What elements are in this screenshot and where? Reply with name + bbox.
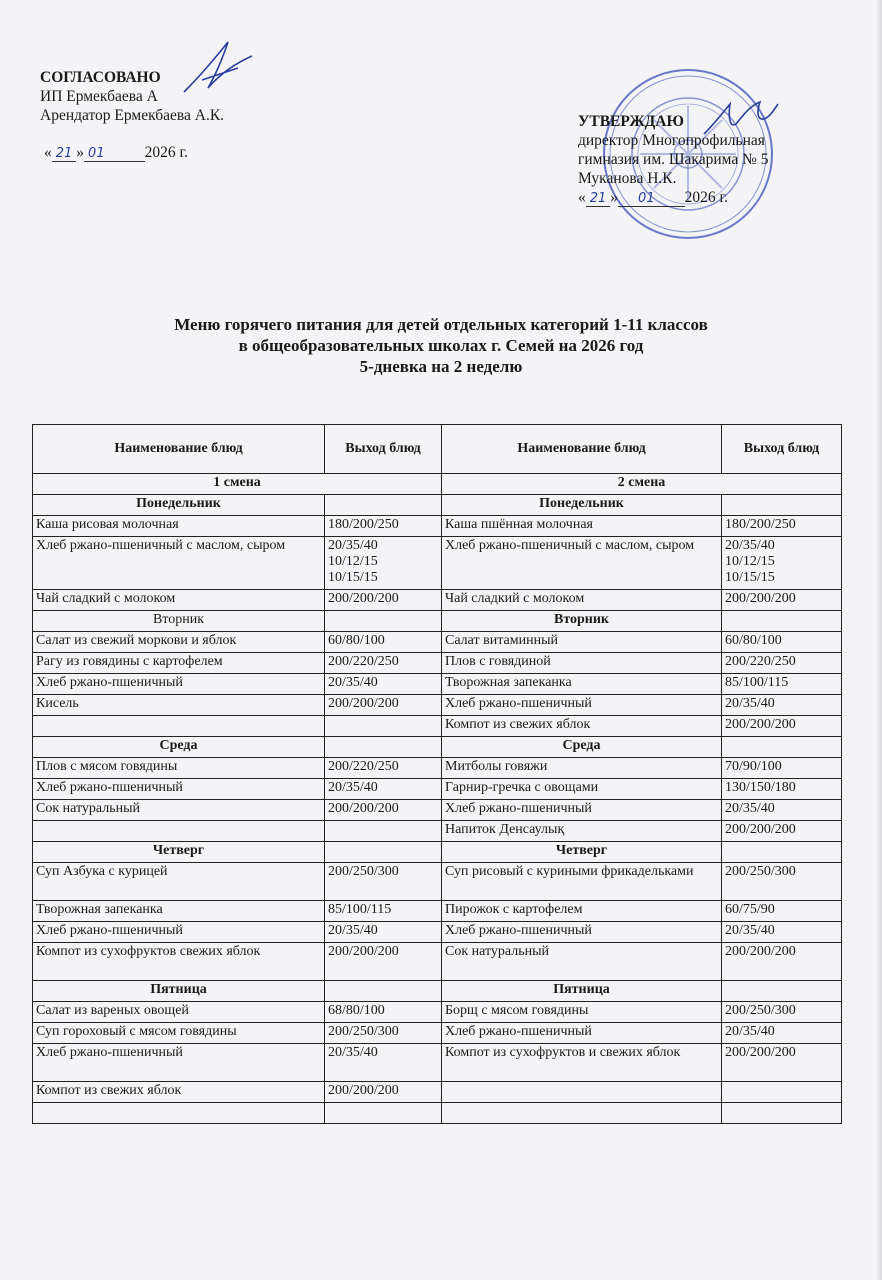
output-cell: 200/200/200 xyxy=(325,1082,442,1103)
dish-cell: Плов с мясом говядины xyxy=(33,758,325,779)
approval-right-line1: директор Многопрофильная xyxy=(578,132,765,149)
table-row xyxy=(33,779,842,800)
approval-right-block xyxy=(578,112,769,208)
dish-cell: Компот из свежих яблок xyxy=(442,716,722,737)
output-cell: 200/200/200 xyxy=(722,590,842,611)
dish-cell: Хлеб ржано-пшеничный xyxy=(442,922,722,943)
output-cell: 200/250/300 xyxy=(722,1002,842,1023)
dish-cell: Сок натуральный xyxy=(442,943,722,981)
table-row xyxy=(33,632,842,653)
output-cell: 20/35/40 xyxy=(722,922,842,943)
dish-cell: Борщ с мясом говядины xyxy=(442,1002,722,1023)
dish-cell: Чай сладкий с молоком xyxy=(442,590,722,611)
approval-right-line2: гимназия им. Шакарима № 5 xyxy=(578,151,769,168)
dish-cell: Творожная запеканка xyxy=(33,901,325,922)
day-label: Понедельник xyxy=(33,495,325,516)
output-cell xyxy=(325,821,442,842)
signature-icon xyxy=(178,38,258,100)
day-row xyxy=(33,737,842,758)
table-row xyxy=(33,1002,842,1023)
dish-cell: Хлеб ржано-пшеничный xyxy=(33,922,325,943)
day-label: Среда xyxy=(33,737,325,758)
output-cell: 20/35/40 xyxy=(325,674,442,695)
table-row xyxy=(33,922,842,943)
header-output-1: Выход блюд xyxy=(325,425,442,474)
output-cell: 60/80/100 xyxy=(722,632,842,653)
table-row xyxy=(33,516,842,537)
dish-cell xyxy=(33,1103,325,1124)
date-close-quote: » xyxy=(76,144,85,161)
header-dish-name-2: Наименование блюд xyxy=(442,425,722,474)
date-day: 21 xyxy=(52,146,77,162)
date-year: 2026 г. xyxy=(684,189,728,206)
dish-cell: Митболы говяжи xyxy=(442,758,722,779)
output-cell xyxy=(325,1103,442,1124)
dish-cell: Суп рисовый с куриными фрикадельками xyxy=(442,863,722,901)
table-row xyxy=(33,943,842,981)
day-label: Вторник xyxy=(442,611,722,632)
dish-cell xyxy=(33,716,325,737)
output-cell: 200/250/300 xyxy=(722,863,842,901)
output-cell: 20/35/40 xyxy=(325,779,442,800)
empty-cell xyxy=(722,842,842,863)
date-day: 21 xyxy=(586,191,611,207)
dish-cell: Салат из вареных овощей xyxy=(33,1002,325,1023)
day-label: Четверг xyxy=(33,842,325,863)
shift-2-label: 2 смена xyxy=(442,474,842,495)
output-cell: 60/80/100 xyxy=(325,632,442,653)
output-cell: 200/200/200 xyxy=(722,1044,842,1082)
dish-cell: Пирожок с картофелем xyxy=(442,901,722,922)
dish-cell: Хлеб ржано-пшеничный xyxy=(33,674,325,695)
dish-cell: Каша пшённая молочная xyxy=(442,516,722,537)
approval-left-date xyxy=(40,143,224,163)
dish-cell: Салат из свежий моркови и яблок xyxy=(33,632,325,653)
empty-cell xyxy=(325,495,442,516)
output-cell: 200/200/200 xyxy=(325,943,442,981)
output-cell: 200/250/300 xyxy=(325,1023,442,1044)
table-row xyxy=(33,695,842,716)
day-label: Вторник xyxy=(33,611,325,632)
table-row xyxy=(33,1023,842,1044)
day-label: Пятница xyxy=(33,981,325,1002)
dish-cell: Суп гороховый с мясом говядины xyxy=(33,1023,325,1044)
output-cell: 200/200/200 xyxy=(722,716,842,737)
output-cell: 200/220/250 xyxy=(325,653,442,674)
output-cell xyxy=(722,1082,842,1103)
dish-cell: Сок натуральный xyxy=(33,800,325,821)
dish-cell: Хлеб ржано-пшеничный xyxy=(33,779,325,800)
dish-cell: Напиток Денсаулық xyxy=(442,821,722,842)
table-row xyxy=(33,901,842,922)
day-label: Среда xyxy=(442,737,722,758)
dish-cell: Хлеб ржано-пшеничный xyxy=(442,695,722,716)
output-cell: 180/200/250 xyxy=(325,516,442,537)
output-cell: 200/200/200 xyxy=(722,943,842,981)
dish-cell xyxy=(442,1103,722,1124)
table-header-row xyxy=(33,425,842,474)
dish-cell: Салат витаминный xyxy=(442,632,722,653)
dish-cell: Кисель xyxy=(33,695,325,716)
header-output-2: Выход блюд xyxy=(722,425,842,474)
menu-table xyxy=(32,424,842,1124)
output-cell: 20/35/40 xyxy=(325,922,442,943)
date-year: 2026 г. xyxy=(144,144,188,161)
output-cell: 200/220/250 xyxy=(722,653,842,674)
approval-right-title: УТВЕРЖДАЮ xyxy=(578,113,684,130)
dish-cell: Хлеб ржано-пшеничный xyxy=(33,1044,325,1082)
empty-cell xyxy=(325,842,442,863)
empty-cell xyxy=(722,495,842,516)
table-row xyxy=(33,590,842,611)
approval-right-line3: Муканова Н.К. xyxy=(578,170,677,187)
output-cell: 20/35/40 10/12/15 10/15/15 xyxy=(325,537,442,590)
table-row xyxy=(33,1103,842,1124)
day-row xyxy=(33,842,842,863)
dish-cell xyxy=(442,1082,722,1103)
day-label: Понедельник xyxy=(442,495,722,516)
date-open-quote: « xyxy=(44,144,52,161)
date-close-quote: » xyxy=(610,189,619,206)
day-row xyxy=(33,981,842,1002)
dish-cell: Хлеб ржано-пшеничный xyxy=(442,800,722,821)
empty-cell xyxy=(722,611,842,632)
day-label: Четверг xyxy=(442,842,722,863)
empty-cell xyxy=(325,981,442,1002)
shift-row xyxy=(33,474,842,495)
table-row xyxy=(33,758,842,779)
table-row xyxy=(33,716,842,737)
output-cell: 200/220/250 xyxy=(325,758,442,779)
dish-cell: Компот из свежих яблок xyxy=(33,1082,325,1103)
dish-cell: Плов с говядиной xyxy=(442,653,722,674)
output-cell: 20/35/40 xyxy=(722,800,842,821)
dish-cell: Каша рисовая молочная xyxy=(33,516,325,537)
output-cell: 20/35/40 xyxy=(722,1023,842,1044)
dish-cell: Хлеб ржано-пшеничный с маслом, сыром xyxy=(33,537,325,590)
date-open-quote: « xyxy=(578,189,586,206)
day-row xyxy=(33,611,842,632)
empty-cell xyxy=(325,737,442,758)
dish-cell: Компот из сухофруктов свежих яблок xyxy=(33,943,325,981)
table-row xyxy=(33,1082,842,1103)
dish-cell: Компот из сухофруктов и свежих яблок xyxy=(442,1044,722,1082)
output-cell: 130/150/180 xyxy=(722,779,842,800)
day-row xyxy=(33,495,842,516)
dish-cell: Творожная запеканка xyxy=(442,674,722,695)
dish-cell: Рагу из говядины с картофелем xyxy=(33,653,325,674)
output-cell: 20/35/40 10/12/15 10/15/15 xyxy=(722,537,842,590)
dish-cell: Гарнир-гречка с овощами xyxy=(442,779,722,800)
document-title-line2: в общеобразовательных школах г. Семей на 2026 год xyxy=(238,336,644,355)
table-row xyxy=(33,653,842,674)
approval-left-line2: Арендатор Ермекбаева А.К. xyxy=(40,107,225,124)
output-cell: 85/100/115 xyxy=(722,674,842,695)
output-cell: 200/200/200 xyxy=(325,695,442,716)
approval-right-date xyxy=(578,188,769,208)
table-row xyxy=(33,821,842,842)
dish-cell: Хлеб ржано-пшеничный с маслом, сыром xyxy=(442,537,722,590)
output-cell: 200/200/200 xyxy=(325,590,442,611)
output-cell: 85/100/115 xyxy=(325,901,442,922)
table-row xyxy=(33,863,842,901)
output-cell: 20/35/40 xyxy=(325,1044,442,1082)
shift-1-label: 1 смена xyxy=(33,474,442,495)
dish-cell xyxy=(33,821,325,842)
approval-left-line1: ИП Ермекбаева А xyxy=(40,88,158,105)
output-cell: 200/250/300 xyxy=(325,863,442,901)
table-row xyxy=(33,537,842,590)
document-title xyxy=(0,314,882,377)
empty-cell xyxy=(325,611,442,632)
output-cell: 200/200/200 xyxy=(325,800,442,821)
dish-cell: Хлеб ржано-пшеничный xyxy=(442,1023,722,1044)
dish-cell: Суп Азбука с курицей xyxy=(33,863,325,901)
approval-left-title: СОГЛАСОВАНО xyxy=(40,69,161,86)
day-label: Пятница xyxy=(442,981,722,1002)
date-month: 01 xyxy=(618,191,685,207)
table-row xyxy=(33,1044,842,1082)
dish-cell: Чай сладкий с молоком xyxy=(33,590,325,611)
page-edge xyxy=(876,0,882,1280)
output-cell: 180/200/250 xyxy=(722,516,842,537)
output-cell xyxy=(722,1103,842,1124)
output-cell: 20/35/40 xyxy=(722,695,842,716)
date-month: 01 xyxy=(84,146,145,162)
table-row xyxy=(33,674,842,695)
empty-cell xyxy=(722,981,842,1002)
output-cell: 68/80/100 xyxy=(325,1002,442,1023)
output-cell: 70/90/100 xyxy=(722,758,842,779)
output-cell: 200/200/200 xyxy=(722,821,842,842)
document-title-line3: 5-дневка на 2 неделю xyxy=(359,357,523,376)
output-cell xyxy=(325,716,442,737)
header-dish-name-1: Наименование блюд xyxy=(33,425,325,474)
document-title-line1: Меню горячего питания для детей отдельных категорий 1-11 классов xyxy=(174,315,708,334)
empty-cell xyxy=(722,737,842,758)
output-cell: 60/75/90 xyxy=(722,901,842,922)
table-row xyxy=(33,800,842,821)
